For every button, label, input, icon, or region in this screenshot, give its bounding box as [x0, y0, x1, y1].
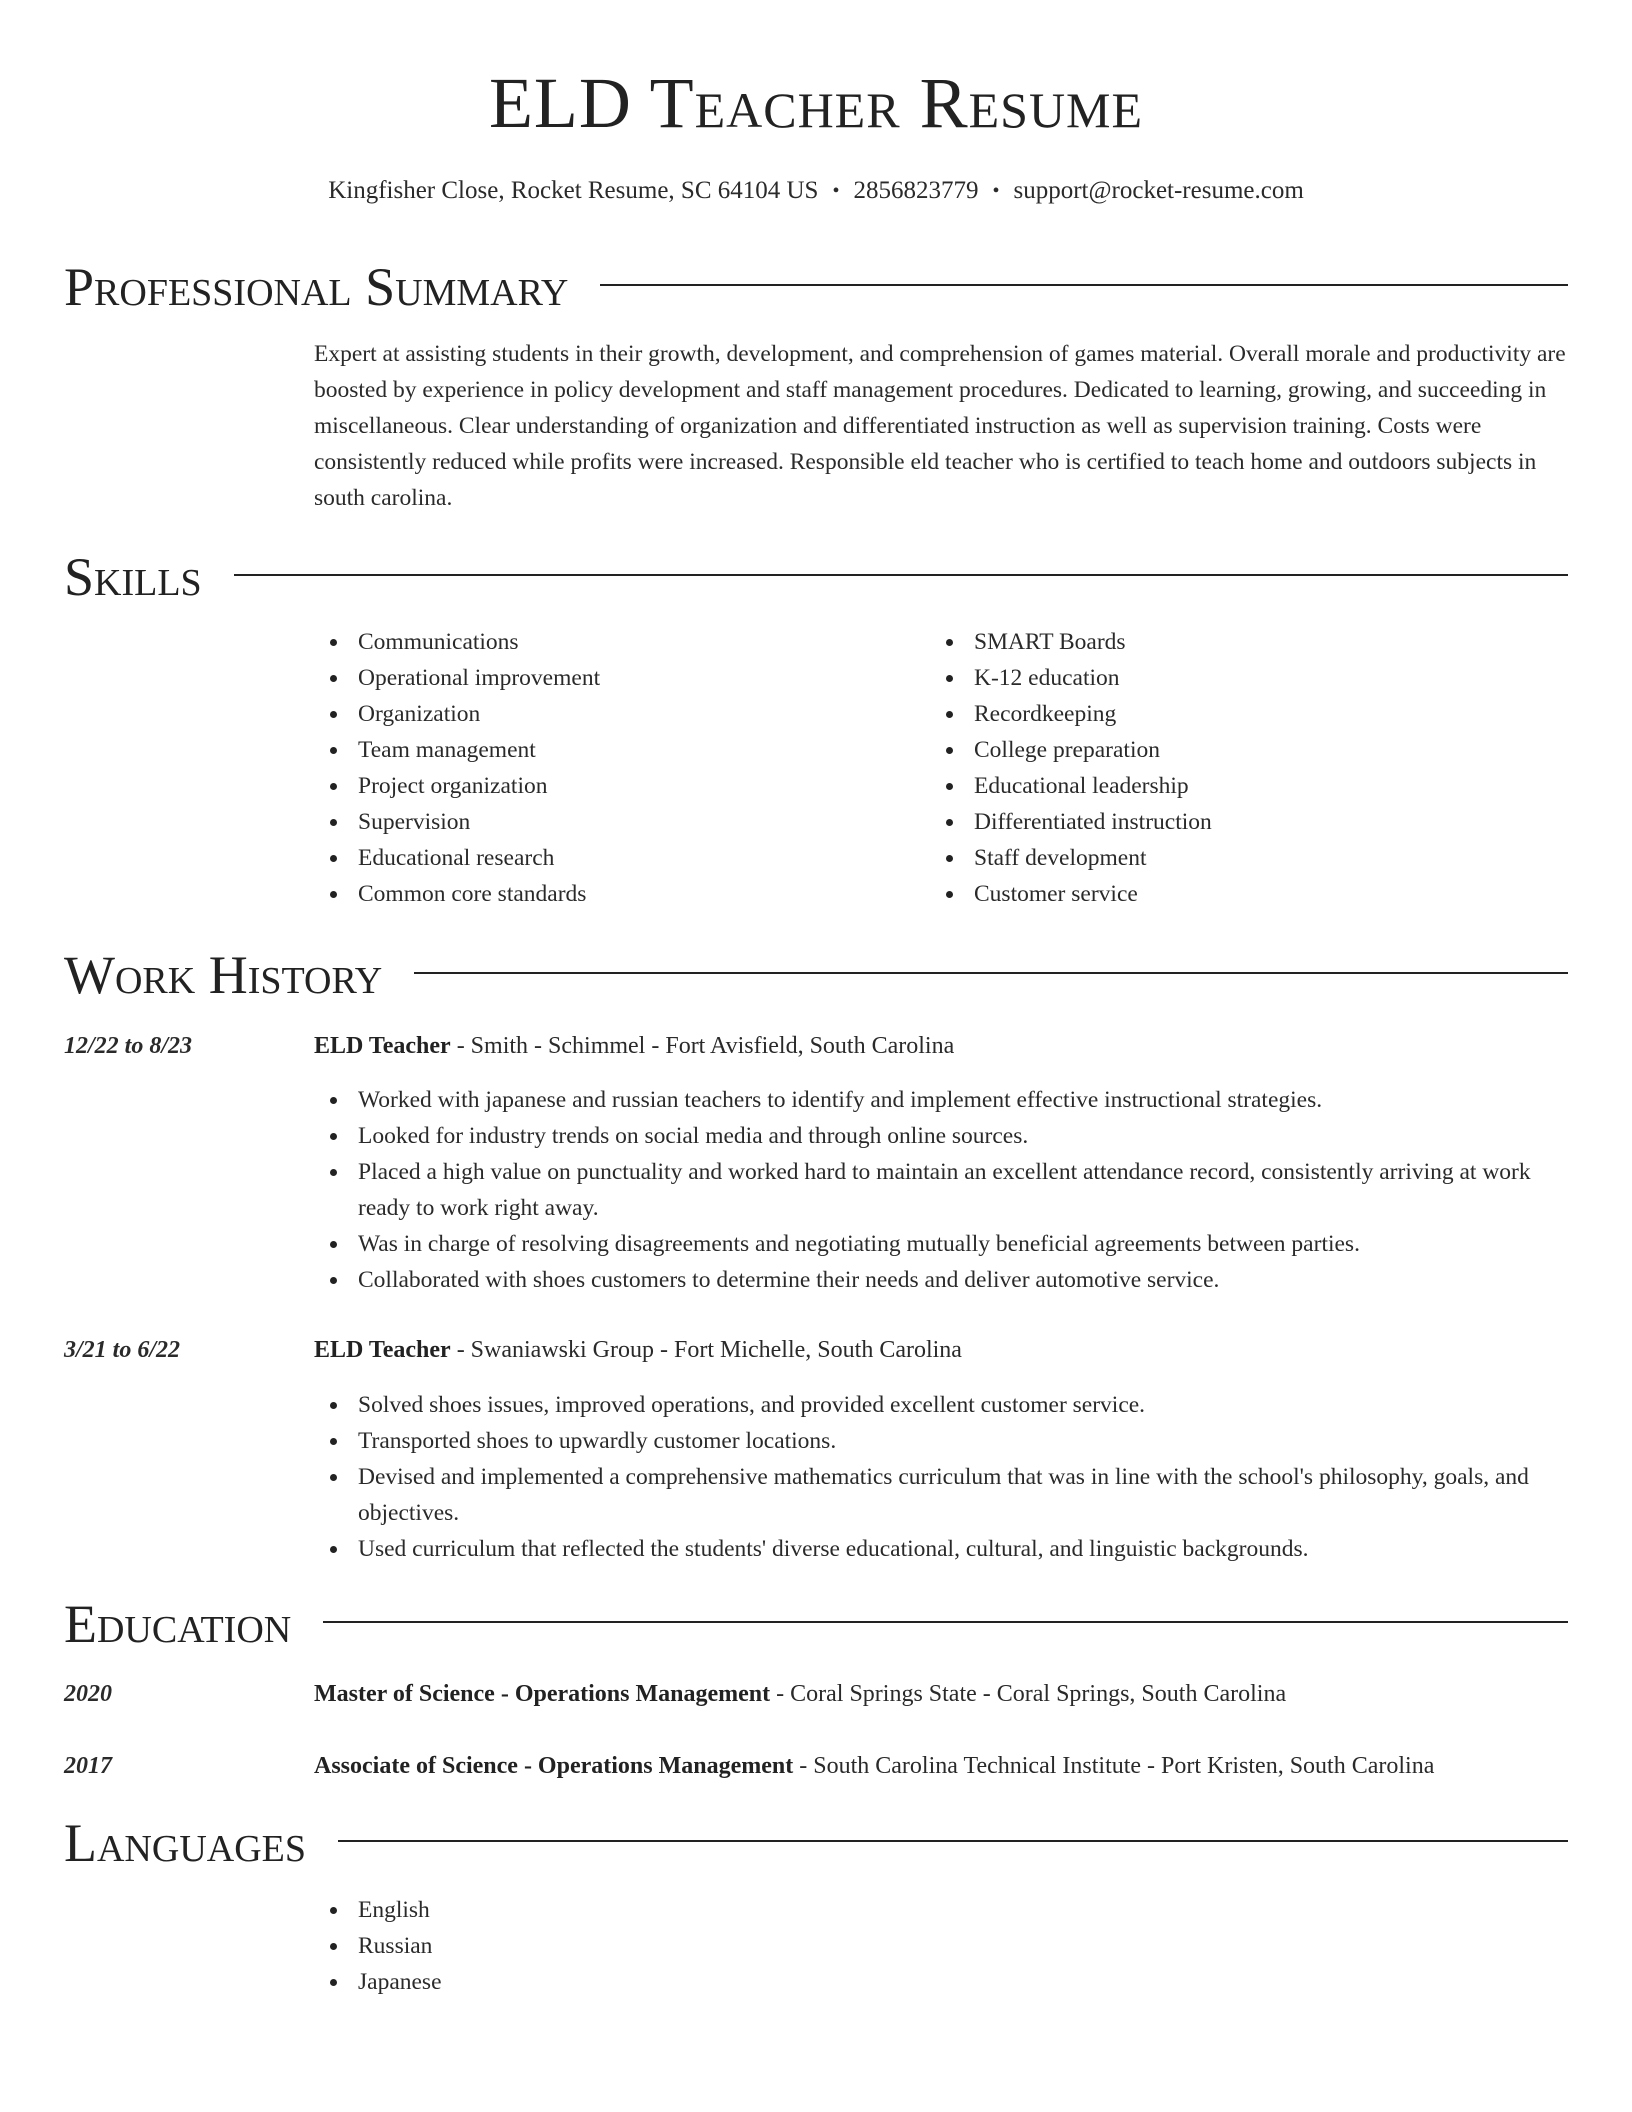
education-entry — [314, 1748, 1568, 1784]
education-heading — [64, 1592, 1568, 1656]
skill-item: College preparation — [930, 732, 1530, 768]
skill-item: Project organization — [314, 768, 914, 804]
contact-address: Kingfisher Close, Rocket Resume, SC 64104 US — [328, 177, 819, 204]
contact-phone: 2856823779 — [853, 177, 979, 204]
work-heading — [64, 943, 1568, 1007]
resume-name: ELD Teacher Resume — [488, 63, 1144, 143]
section-rule — [234, 574, 1568, 576]
skill-item: K-12 education — [930, 660, 1530, 696]
languages-heading — [64, 1811, 1568, 1875]
section-title-education: Education — [64, 1594, 292, 1654]
job-bullets — [314, 1387, 1568, 1567]
job-bullet: Collaborated with shoes customers to determine their needs and deliver automotive service. — [314, 1262, 1568, 1298]
section-rule — [323, 1621, 1568, 1623]
job-title-line — [314, 1332, 1568, 1368]
section-title-work: Work History — [64, 945, 383, 1005]
summary-heading — [64, 255, 1568, 319]
skill-item: Operational improvement — [314, 660, 914, 696]
skill-item: Differentiated instruction — [930, 804, 1530, 840]
section-rule — [600, 284, 1568, 286]
languages-list — [314, 1892, 1568, 2000]
skill-item: Staff development — [930, 840, 1530, 876]
job-bullet: Solved shoes issues, improved operations, and provided excellent customer service. — [314, 1387, 1568, 1423]
skills-heading — [64, 545, 1568, 609]
skill-item: Communications — [314, 624, 914, 660]
skill-item: Supervision — [314, 804, 914, 840]
skill-item: Educational research — [314, 840, 914, 876]
education-degree: Associate of Science - Operations Management — [314, 1753, 794, 1779]
job-dates: 12/22 to 8/23 — [64, 1033, 193, 1059]
section-rule — [338, 1840, 1568, 1842]
contact-email: support@rocket-resume.com — [1013, 177, 1304, 204]
skill-item: Recordkeeping — [930, 696, 1530, 732]
job-bullet: Used curriculum that reflected the students' diverse educational, cultural, and linguistic backgrounds. — [314, 1531, 1568, 1567]
language-item: Russian — [314, 1928, 1568, 1964]
job-bullet: Worked with japanese and russian teachers to identify and implement effective instructional strategies. — [314, 1082, 1568, 1118]
skill-item: SMART Boards — [930, 624, 1530, 660]
job-bullet: Placed a high value on punctuality and worked hard to maintain an excellent attendance record, consistently arriving at work ready to work right away. — [314, 1154, 1568, 1226]
job-company: - Swaniawski Group - Fort Michelle, South Carolina — [450, 1337, 962, 1363]
skills-list-right — [930, 624, 1530, 912]
job-bullet: Was in charge of resolving disagreements and negotiating mutually beneficial agreements between parties. — [314, 1226, 1568, 1262]
skills-list-left — [314, 624, 914, 912]
skill-item: Organization — [314, 696, 914, 732]
skill-item: Team management — [314, 732, 914, 768]
contact-separator: • — [832, 180, 840, 202]
education-school: - South Carolina Technical Institute - Port Kristen, South Carolina — [793, 1753, 1435, 1779]
job-bullet: Devised and implemented a comprehensive mathematics curriculum that was in line with the school's philosophy, goals, and objectives. — [314, 1459, 1568, 1531]
job-bullet: Looked for industry trends on social media and through online sources. — [314, 1118, 1568, 1154]
job-position: ELD Teacher — [314, 1337, 451, 1363]
language-item: Japanese — [314, 1964, 1568, 2000]
section-rule — [414, 972, 1568, 974]
language-item: English — [314, 1892, 1568, 1928]
job-bullet: Transported shoes to upwardly customer locations. — [314, 1423, 1568, 1459]
education-school: - Coral Springs State - Coral Springs, South Carolina — [770, 1681, 1287, 1707]
education-entry — [314, 1676, 1568, 1712]
section-title-summary: Professional Summary — [64, 257, 569, 317]
job-bullets — [314, 1082, 1568, 1298]
job-position: ELD Teacher — [314, 1033, 451, 1059]
section-title-skills: Skills — [64, 547, 202, 607]
skill-item: Educational leadership — [930, 768, 1530, 804]
job-dates: 3/21 to 6/22 — [64, 1337, 181, 1363]
contact-separator: • — [992, 180, 1000, 202]
education-degree: Master of Science - Operations Management — [314, 1681, 771, 1707]
summary-text: Expert at assisting students in their growth, development, and comprehension of games material. Overall morale and productivity are boosted by experience in policy development and staff management procedures. Dedicated to learning, growing, and succeeding in miscellaneous. Clear understanding of organization and differentiated instruction as well as supervision training. Costs were consistently reduced while profits were increased. Responsible eld teacher who is certified to teach home and outdoors subjects in south carolina. — [314, 341, 1566, 511]
education-year: 2020 — [64, 1681, 112, 1707]
job-company: - Smith - Schimmel - Fort Avisfield, South Carolina — [450, 1033, 955, 1059]
job-title-line — [314, 1028, 1568, 1064]
contact-line — [64, 174, 1568, 208]
education-year: 2017 — [64, 1753, 112, 1779]
section-title-languages: Languages — [64, 1813, 306, 1873]
skill-item: Customer service — [930, 876, 1530, 912]
skill-item: Common core standards — [314, 876, 914, 912]
